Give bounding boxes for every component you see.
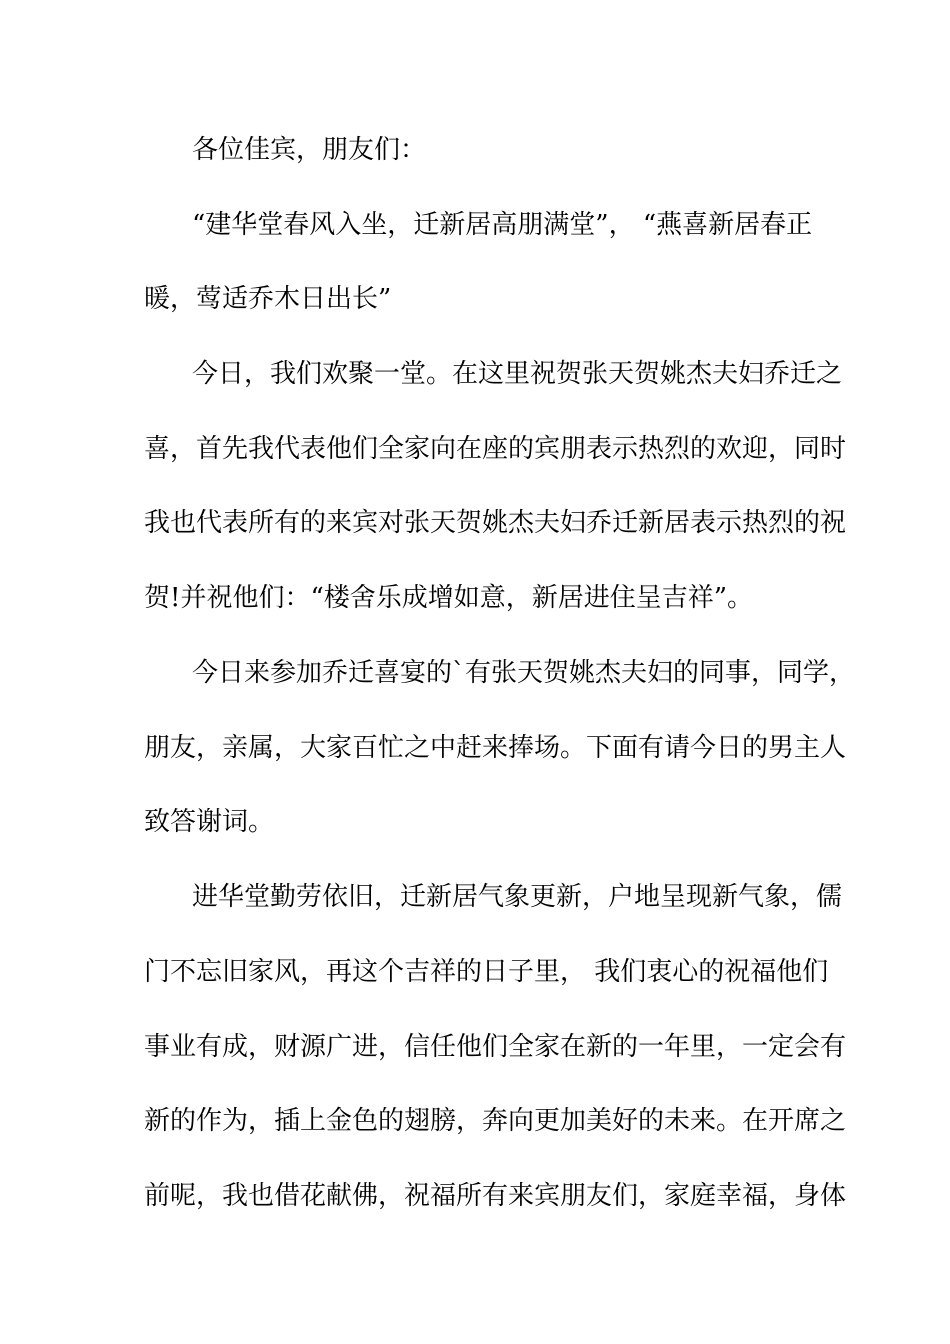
text-line: “建华堂春风入坐，迁新居高朋满堂”， “燕喜新居春正 bbox=[192, 210, 813, 240]
text-line: 新的作为，插上金色的翅膀，奔向更加美好的未来。在开席之 bbox=[144, 1106, 847, 1136]
text-line: 喜，首先我代表他们全家向在座的宾朋表示热烈的欢迎，同时 bbox=[144, 434, 847, 464]
text-line: 我也代表所有的来宾对张天贺姚杰夫妇乔迁新居表示热烈的祝 bbox=[144, 508, 847, 538]
text-line: 门不忘旧家风，再这个吉祥的日子里， 我们衷心的祝福他们 bbox=[144, 957, 829, 987]
text-line: 今日来参加乔迁喜宴的`有张天贺姚杰夫妇的同事，同学， bbox=[192, 658, 856, 688]
text-line: 贺!并祝他们：“楼舍乐成增如意，新居进住呈吉祥”。 bbox=[144, 583, 754, 613]
text-line: 事业有成，财源广进，信任他们全家在新的一年里，一定会有 bbox=[144, 1032, 847, 1062]
text-line: 今日，我们欢聚一堂。在这里祝贺张天贺姚杰夫妇乔迁之 bbox=[192, 359, 843, 389]
text-line: 朋友，亲属，大家百忙之中赶来捧场。下面有请今日的男主人 bbox=[144, 733, 847, 763]
text-line: 前呢，我也借花献佛，祝福所有来宾朋友们，家庭幸福，身体 bbox=[144, 1181, 847, 1211]
text-line: 各位佳宾，朋友们： bbox=[192, 135, 427, 165]
text-line: 暖，莺适乔木日出长” bbox=[144, 284, 392, 314]
text-line: 致答谢词。 bbox=[144, 807, 275, 837]
text-line: 进华堂勤劳依旧，迁新居气象更新，户地呈现新气象，儒 bbox=[192, 882, 843, 912]
